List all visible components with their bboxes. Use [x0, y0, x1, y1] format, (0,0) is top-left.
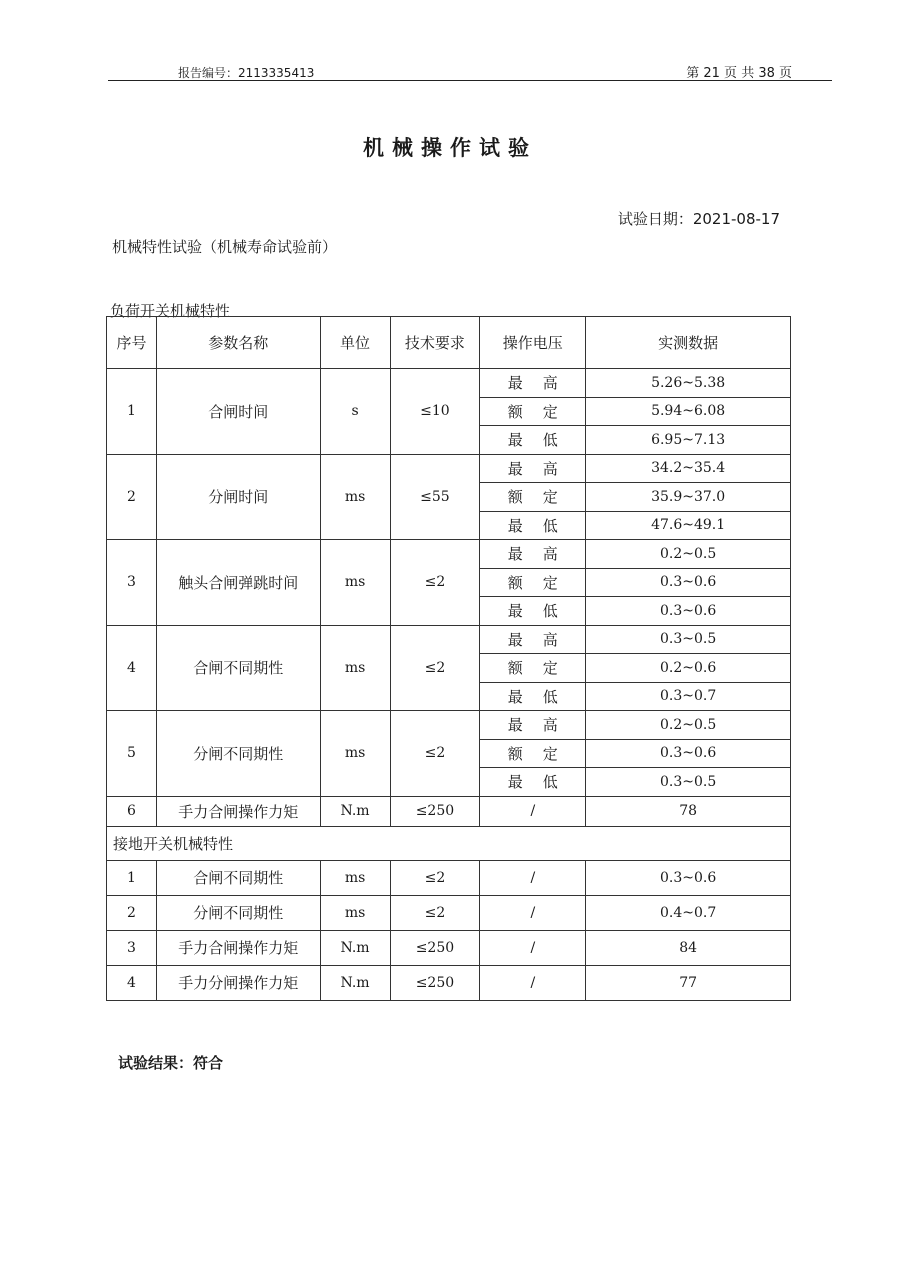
- page-header: [108, 58, 832, 81]
- operating-voltage: 最低: [480, 511, 586, 540]
- unit-cell: N.m: [320, 796, 390, 826]
- operating-voltage: 最高: [480, 540, 586, 569]
- unit-cell: ms: [320, 454, 390, 540]
- measured-value: 0.3~0.6: [586, 739, 791, 768]
- measured-value: 77: [586, 965, 791, 1000]
- requirement-cell: ≤250: [390, 930, 480, 965]
- section-title-grounding-switch: 接地开关机械特性: [107, 826, 791, 860]
- parameter-name: 触头合闸弹跳时间: [156, 540, 320, 626]
- test-subtitle: 机械特性试验（机械寿命试验前）: [112, 238, 338, 256]
- col-header-voltage: 操作电压: [480, 317, 586, 369]
- operating-voltage: 最高: [480, 369, 586, 398]
- requirement-cell: ≤2: [390, 711, 480, 797]
- operating-voltage: 额定: [480, 483, 586, 512]
- measured-value: 0.3~0.6: [586, 860, 791, 895]
- measured-value: 35.9~37.0: [586, 483, 791, 512]
- parameter-name: 手力分闸操作力矩: [156, 965, 320, 1000]
- operating-voltage: 最高: [480, 454, 586, 483]
- measured-value: 0.4~0.7: [586, 895, 791, 930]
- unit-cell: ms: [320, 711, 390, 797]
- requirement-cell: ≤10: [390, 369, 480, 455]
- measured-value: 0.3~0.5: [586, 768, 791, 797]
- table-row: [107, 895, 791, 930]
- measured-value: 47.6~49.1: [586, 511, 791, 540]
- col-header-requirement: 技术要求: [390, 317, 480, 369]
- measured-value: 34.2~35.4: [586, 454, 791, 483]
- table-row: [107, 454, 791, 483]
- table-row: [107, 711, 791, 740]
- table-row: [107, 625, 791, 654]
- unit-cell: ms: [320, 895, 390, 930]
- operating-voltage: 最低: [480, 682, 586, 711]
- unit-cell: ms: [320, 625, 390, 711]
- unit-cell: ms: [320, 540, 390, 626]
- row-number: 4: [107, 965, 157, 1000]
- measured-value: 0.3~0.7: [586, 682, 791, 711]
- operating-voltage: /: [480, 965, 586, 1000]
- requirement-cell: ≤2: [390, 860, 480, 895]
- row-number: 2: [107, 454, 157, 540]
- table-row: [107, 965, 791, 1000]
- table-row: [107, 930, 791, 965]
- measured-value: 5.26~5.38: [586, 369, 791, 398]
- measured-value: 0.3~0.6: [586, 597, 791, 626]
- col-header-no: 序号: [107, 317, 157, 369]
- row-number: 6: [107, 796, 157, 826]
- row-number: 4: [107, 625, 157, 711]
- measured-value: 0.3~0.6: [586, 568, 791, 597]
- measured-value: 0.2~0.5: [586, 711, 791, 740]
- operating-voltage: 最低: [480, 768, 586, 797]
- requirement-cell: ≤2: [390, 540, 480, 626]
- parameter-name: 分闸不同期性: [156, 711, 320, 797]
- parameter-name: 分闸不同期性: [156, 895, 320, 930]
- report-number: 报告编号：2113335413: [178, 66, 315, 80]
- operating-voltage: /: [480, 930, 586, 965]
- page-counter: 第 21 页 共 38 页: [686, 66, 792, 81]
- measured-value: 0.2~0.6: [586, 654, 791, 683]
- table-header-row: [107, 317, 791, 369]
- operating-voltage: 最高: [480, 625, 586, 654]
- operating-voltage: 额定: [480, 739, 586, 768]
- row-number: 3: [107, 540, 157, 626]
- measured-value: 84: [586, 930, 791, 965]
- requirement-cell: ≤250: [390, 965, 480, 1000]
- parameter-name: 合闸不同期性: [156, 625, 320, 711]
- test-result: 试验结果：符合: [118, 1054, 224, 1072]
- col-header-param: 参数名称: [156, 317, 320, 369]
- operating-voltage: 最低: [480, 426, 586, 455]
- measured-value: 6.95~7.13: [586, 426, 791, 455]
- parameter-name: 分闸时间: [156, 454, 320, 540]
- mechanical-characteristics-table: [106, 316, 791, 1001]
- operating-voltage: /: [480, 895, 586, 930]
- measured-value: 0.3~0.5: [586, 625, 791, 654]
- table-row: [107, 860, 791, 895]
- table-row: [107, 540, 791, 569]
- parameter-name: 手力合闸操作力矩: [156, 796, 320, 826]
- row-number: 2: [107, 895, 157, 930]
- row-number: 1: [107, 369, 157, 455]
- table-row: [107, 369, 791, 398]
- test-date: 试验日期：2021-08-17: [617, 210, 780, 228]
- operating-voltage: 额定: [480, 568, 586, 597]
- unit-cell: N.m: [320, 965, 390, 1000]
- section-row: [107, 826, 791, 860]
- operating-voltage: 额定: [480, 397, 586, 426]
- row-number: 3: [107, 930, 157, 965]
- parameter-name: 手力合闸操作力矩: [156, 930, 320, 965]
- requirement-cell: ≤250: [390, 796, 480, 826]
- measured-value: 5.94~6.08: [586, 397, 791, 426]
- parameter-name: 合闸不同期性: [156, 860, 320, 895]
- requirement-cell: ≤2: [390, 625, 480, 711]
- unit-cell: N.m: [320, 930, 390, 965]
- operating-voltage: /: [480, 796, 586, 826]
- measured-value: 0.2~0.5: [586, 540, 791, 569]
- operating-voltage: /: [480, 860, 586, 895]
- row-number: 1: [107, 860, 157, 895]
- table-row: [107, 796, 791, 826]
- operating-voltage: 最低: [480, 597, 586, 626]
- parameter-name: 合闸时间: [156, 369, 320, 455]
- requirement-cell: ≤55: [390, 454, 480, 540]
- operating-voltage: 额定: [480, 654, 586, 683]
- row-number: 5: [107, 711, 157, 797]
- col-header-unit: 单位: [320, 317, 390, 369]
- measured-value: 78: [586, 796, 791, 826]
- col-header-measured: 实测数据: [586, 317, 791, 369]
- page-title: 机械操作试验: [363, 136, 537, 160]
- unit-cell: ms: [320, 860, 390, 895]
- operating-voltage: 最高: [480, 711, 586, 740]
- requirement-cell: ≤2: [390, 895, 480, 930]
- table-body: [107, 317, 791, 1001]
- section-title-load-switch: 负荷开关机械特性: [110, 302, 231, 320]
- unit-cell: s: [320, 369, 390, 455]
